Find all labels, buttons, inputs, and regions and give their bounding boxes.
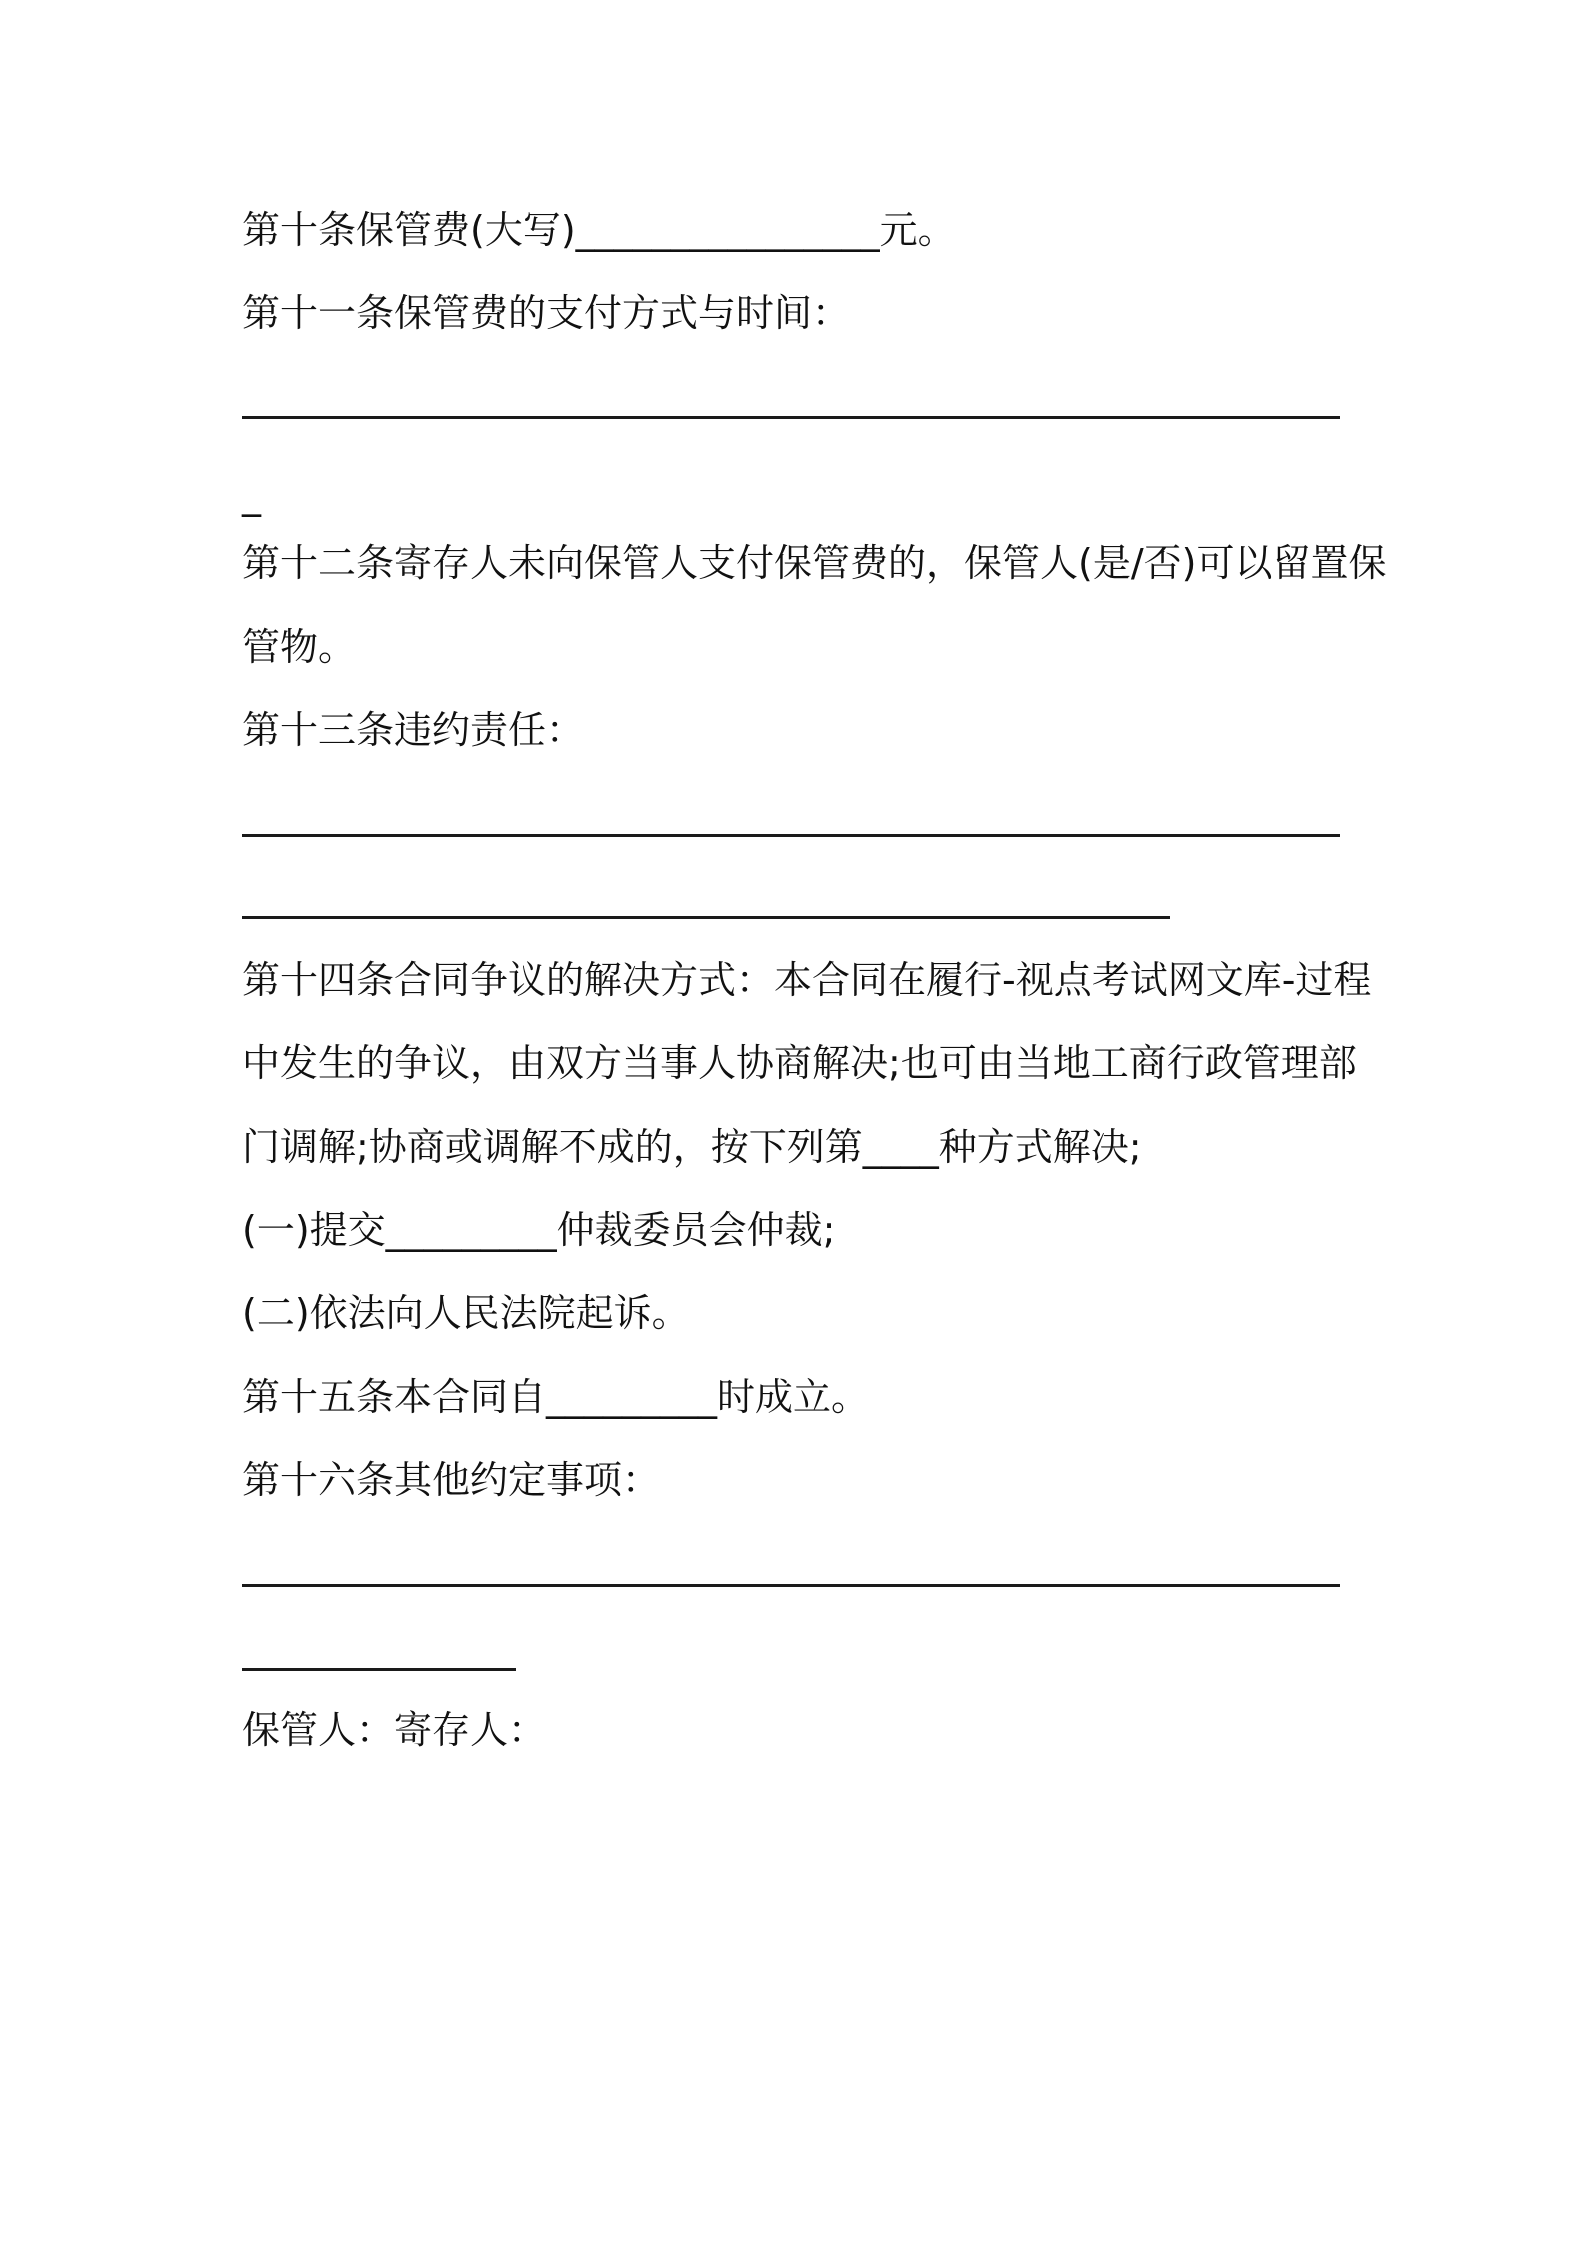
clause-14-dispute-line-2: 中发生的争议，由双方当事人协商解决;也可由当地工商行政管理部 [242, 1041, 1357, 1085]
clause-10-storage-fee: 第十条保管费(大写)________________元。 [242, 208, 956, 252]
clause-14-dispute-line-3: 门调解;协商或调解不成的，按下列第____种方式解决; [242, 1125, 1142, 1169]
blank-line-payment-1 [242, 416, 1340, 419]
clause-14-dispute-line-1: 第十四条合同争议的解决方式：本合同在履行-视点考试网文库-过程 [242, 958, 1372, 1002]
clause-14-option-2: (二)依法向人民法院起诉。 [242, 1291, 690, 1335]
blank-line-liability-1 [242, 834, 1340, 837]
clause-12-lien-line-1: 第十二条寄存人未向保管人支付保管费的，保管人(是/否)可以留置保 [242, 541, 1387, 585]
clause-15-effective: 第十五条本合同自_________时成立。 [242, 1375, 870, 1419]
blank-line-other-2 [242, 1668, 516, 1671]
blank-line-liability-2 [242, 916, 1170, 919]
clause-14-option-1: (一)提交_________仲裁委员会仲裁; [242, 1208, 836, 1252]
blank-line-payment-2: _ [242, 473, 261, 517]
clause-16-other-terms: 第十六条其他约定事项： [242, 1458, 661, 1502]
blank-line-other-1 [242, 1584, 1340, 1587]
clause-11-payment-method: 第十一条保管费的支付方式与时间： [242, 291, 851, 335]
clause-12-lien-line-2: 管物。 [242, 625, 357, 669]
clause-13-liability: 第十三条违约责任： [242, 708, 585, 752]
signature-line: 保管人：寄存人： [242, 1708, 547, 1752]
